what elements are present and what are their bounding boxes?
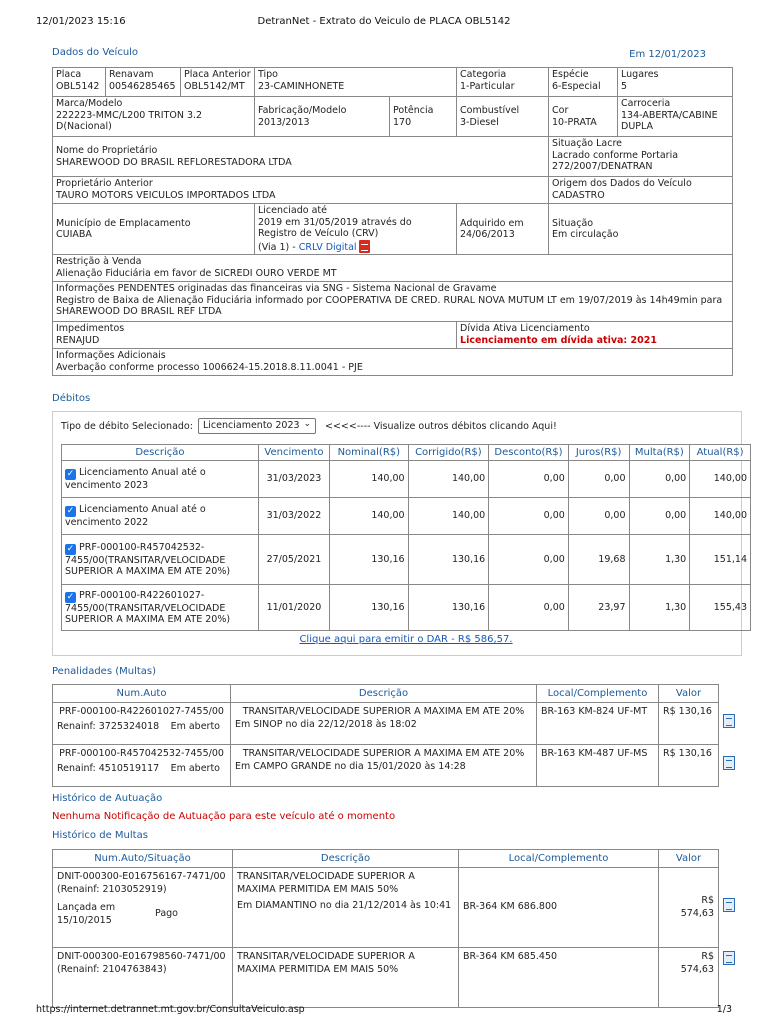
- debitos-table: [61, 444, 751, 649]
- debitos-hint: <<<<---- Visualize outros débitos clicando Aqui!: [325, 421, 557, 432]
- field-municipio: Município de Emplacamento CUIABA: [53, 204, 255, 255]
- table-row: DNIT-000300-E016798560-7471/00 (Renainf: 2104763843) TRANSITAR/VELOCIDADE SUPERIOR A MAXIMA PERMITIDA EM MAIS 50% BR-364 KM 685.450 R$ 574,63: [53, 948, 743, 1008]
- table-row: ✓ PRF-000100-R422601027-7455/00(TRANSITAR/VELOCIDADE SUPERIOR A MAXIMA EM ATE 20%) 11/01/2020 130,16 130,16 0,00 23,97 1,30 155,43: [62, 585, 751, 631]
- section-historico-multas: Histórico de Multas: [52, 830, 148, 841]
- col-juros[interactable]: Juros(R$): [568, 445, 629, 461]
- debito-checkbox[interactable]: ✓: [66, 505, 75, 516]
- col-atual[interactable]: Atual(R$): [690, 445, 751, 461]
- field-renavam: Renavam 00546285465: [106, 68, 181, 97]
- col-descricao[interactable]: Descrição: [62, 445, 259, 461]
- document-icon[interactable]: [723, 951, 735, 965]
- consulta-date: Em 12/01/2023: [629, 49, 706, 60]
- field-adquirido: Adquirido em 24/06/2013: [457, 204, 549, 255]
- debito-checkbox[interactable]: ✓: [66, 591, 75, 602]
- section-dados-veiculo: Dados do Veículo: [52, 47, 139, 58]
- field-impedimentos: Impedimentos RENAJUD: [53, 322, 457, 349]
- field-pendentes: Informações PENDENTES originadas das financeiras via SNG - Sistema Nacional de Gravame Registro de Baixa de Alienação Fiduciária informado por COOPERATIVA DE CRED. RURAL NOVA MUTUM LT em 19/07/2019 às 14h49min para SHAREWOOD DO BRASIL REF LTDA: [53, 282, 733, 322]
- section-historico-autuacao: Histórico de Autuação: [52, 793, 163, 804]
- col-valor: Valor: [659, 850, 719, 868]
- col-nominal[interactable]: Nominal(R$): [330, 445, 409, 461]
- debito-checkbox[interactable]: ✓: [66, 468, 75, 479]
- field-potencia: Potência 170: [390, 97, 457, 137]
- field-situacao: Situação Em circulação: [549, 204, 733, 255]
- pdf-icon[interactable]: [359, 240, 370, 253]
- print-title: DetranNet - Extrato do Veiculo de PLACA OBL5142: [257, 16, 511, 27]
- debitos-panel: [52, 411, 747, 656]
- field-licenciado: Licenciado até 2019 em 31/05/2019 através do Registro de Veículo (CRV) (Via 1) - CRLV Digital: [255, 204, 457, 255]
- tipo-debito-label: Tipo de débito Selecionado:: [61, 421, 193, 432]
- print-datetime: 12/01/2023 15:16: [36, 16, 126, 27]
- penalidades-table: [52, 684, 743, 787]
- col-vencimento[interactable]: Vencimento: [258, 445, 329, 461]
- print-url: https://internet.detrannet.mt.gov.br/ConsultaVeiculo.asp: [36, 1004, 305, 1015]
- crlv-digital-link[interactable]: CRLV Digital: [298, 241, 357, 253]
- field-combustivel: Combustível 3-Diesel: [457, 97, 549, 137]
- field-carroceria: Carroceria 134-ABERTA/CABINE DUPLA: [618, 97, 733, 137]
- emitir-dar-link[interactable]: Clique aqui para emitir o DAR - R$ 586,57.: [299, 634, 513, 645]
- table-row: ✓ Licenciamento Anual até o vencimento 2022 31/03/2022 140,00 140,00 0,00 0,00 0,00 140,00: [62, 498, 751, 535]
- col-local: Local/Complemento: [459, 850, 659, 868]
- col-num-auto-situacao: Num.Auto/Situação: [53, 850, 233, 868]
- table-row: ✓ PRF-000100-R457042532-7455/00(TRANSITAR/VELOCIDADE SUPERIOR A MAXIMA EM ATE 20%) 27/05/2021 130,16 130,16 0,00 19,68 1,30 151,14: [62, 535, 751, 585]
- chevron-down-icon: ⌄: [303, 419, 311, 429]
- field-proprietario-anterior: Proprietário Anterior TAURO MOTORS VEICULOS IMPORTADOS LTDA: [53, 177, 549, 204]
- field-placa: Placa OBL5142: [53, 68, 106, 97]
- col-num-auto: Num.Auto: [53, 685, 231, 703]
- field-lugares: Lugares 5: [618, 68, 733, 97]
- document-icon[interactable]: [723, 714, 735, 728]
- debito-checkbox[interactable]: ✓: [66, 543, 75, 554]
- col-descricao: Descrição: [231, 685, 537, 703]
- print-footer: [36, 1004, 732, 1016]
- col-multa[interactable]: Multa(R$): [629, 445, 690, 461]
- document-icon[interactable]: [723, 898, 735, 912]
- vehicle-info-table: [52, 67, 733, 376]
- field-info-adicionais: Informações Adicionais Averbação conforme processo 1006624-15.2018.8.11.0041 - PJE: [53, 349, 733, 376]
- section-debitos: Débitos: [52, 393, 91, 404]
- col-corrigido[interactable]: Corrigido(R$): [408, 445, 489, 461]
- col-valor: Valor: [659, 685, 719, 703]
- historico-autuacao-msg: Nenhuma Notificação de Autuação para este veículo até o momento: [52, 811, 396, 822]
- tipo-debito-select[interactable]: Licenciamento 2023 ⌄: [198, 418, 316, 434]
- field-origem-dados: Origem dos Dados do Veículo CADASTRO: [549, 177, 733, 204]
- field-restricao: Restrição à Venda Alienação Fiduciária em favor de SICREDI OURO VERDE MT: [53, 255, 733, 282]
- document-icon[interactable]: [723, 756, 735, 770]
- field-divida-ativa: Dívida Ativa Licenciamento Licenciamento em dívida ativa: 2021: [457, 322, 733, 349]
- table-row: DNIT-000300-E016756167-7471/00 (Renainf: 2103052919) Lançada em 15/10/2015 Pago TRANSITAR/VELOCIDADE SUPERIOR A MAXIMA PERMITIDA EM MAIS 50% Em DIAMANTINO no dia 21/12/2014 às 10:41 BR-364 KM 686.800 R$ 574,63: [53, 868, 743, 948]
- field-cor: Cor 10-PRATA: [549, 97, 618, 137]
- field-placa-anterior: Placa Anterior OBL5142/MT: [181, 68, 255, 97]
- field-proprietario: Nome do Proprietário SHAREWOOD DO BRASIL REFLORESTADORA LTDA: [53, 137, 549, 177]
- section-penalidades: Penalidades (Multas): [52, 666, 157, 677]
- col-desconto[interactable]: Desconto(R$): [489, 445, 569, 461]
- field-especie: Espécie 6-Especial: [549, 68, 618, 97]
- field-fabricacao: Fabricação/Modelo 2013/2013: [255, 97, 390, 137]
- col-local: Local/Complemento: [537, 685, 659, 703]
- historico-multas-table: [52, 849, 743, 1008]
- table-row: PRF-000100-R422601027-7455/00 Renainf: 3725324018 Em aberto TRANSITAR/VELOCIDADE SUPERIOR A MAXIMA EM ATE 20% Em SINOP no dia 22/12/2018 às 18:02 BR-163 KM-824 UF-MT R$ 130,16: [53, 703, 743, 745]
- table-row: PRF-000100-R457042532-7455/00 Renainf: 4510519117 Em aberto TRANSITAR/VELOCIDADE SUPERIOR A MAXIMA EM ATE 20% Em CAMPO GRANDE no dia 15/01/2020 às 14:28 BR-163 KM-487 UF-MS R$ 130,16: [53, 745, 743, 787]
- field-categoria: Categoria 1-Particular: [457, 68, 549, 97]
- print-page: 1/3: [716, 1004, 732, 1015]
- field-marca-modelo: Marca/Modelo 222223-MMC/L200 TRITON 3.2 D(Nacional): [53, 97, 255, 137]
- col-descricao: Descrição: [233, 850, 459, 868]
- print-header: [36, 16, 732, 30]
- field-tipo: Tipo 23-CAMINHONETE: [255, 68, 457, 97]
- field-situacao-lacre: Situação Lacre Lacrado conforme Portaria 272/2007/DENATRAN: [549, 137, 733, 177]
- table-row: ✓ Licenciamento Anual até o vencimento 2023 31/03/2023 140,00 140,00 0,00 0,00 0,00 140,00: [62, 461, 751, 498]
